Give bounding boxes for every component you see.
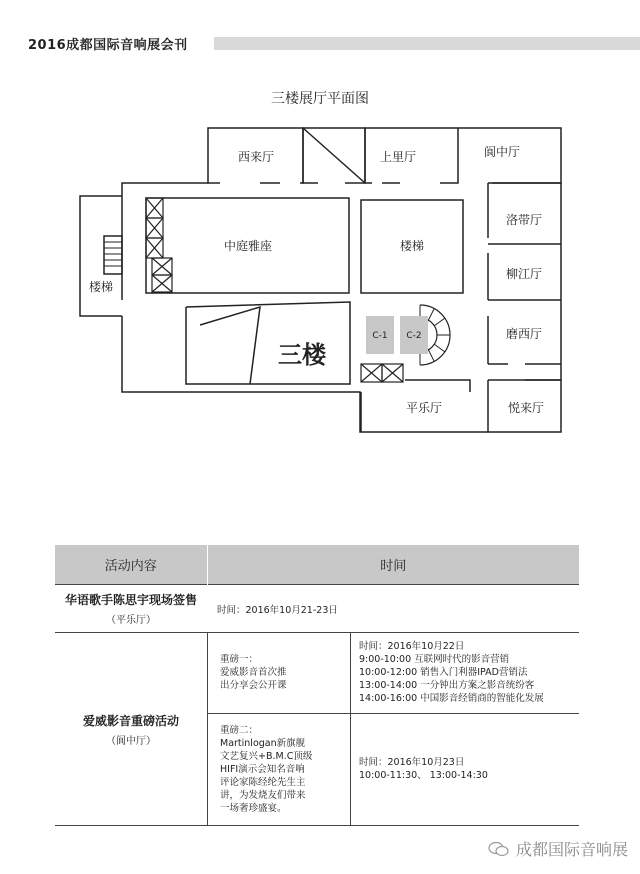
session-table — [207, 633, 579, 825]
room-label-stairs-center: 楼梯 — [399, 239, 425, 253]
floor-label: 三楼 — [278, 341, 326, 369]
event-name: 爱威影音重磅活动 — [82, 713, 179, 728]
event-venue: （阆中厅） — [106, 735, 156, 747]
room-label-pingle: 平乐厅 — [405, 401, 443, 415]
room-label-xilai: 西来厅 — [237, 150, 275, 164]
header-time: 时间 — [207, 545, 579, 585]
wechat-icon — [488, 841, 510, 857]
watermark-text: 成都国际音响展 — [515, 840, 628, 859]
room-label-liujiang: 柳江厅 — [505, 267, 543, 281]
event-1-cell — [55, 585, 207, 633]
header-activity: 活动内容 — [55, 545, 207, 585]
room-label-yuelai: 悦来厅 — [507, 401, 545, 415]
booth-label-c1: C-1 — [372, 331, 388, 341]
event-venue: （平乐厅） — [106, 615, 156, 626]
session-times: 时间：2016年10月22日 9:00-10:00 互联网时代的影音营销 10:00-12:00 销售入门利器IPAD营销法 13:00-14:00 一分钟出方案之影音统纷客 14:00-16:00 中国影音经销商的智能化发展 — [351, 633, 580, 713]
room-label-luodai: 洛带厅 — [505, 213, 543, 227]
schedule-table — [55, 545, 579, 826]
room-label-moxi: 磨西厅 — [505, 327, 543, 341]
event-2-cell — [55, 633, 207, 826]
session-desc: 重磅二： Martinlogan新旗舰 文艺复兴+B.M.C顶级 HIFI演示会知名音响 评论家陈经纶先生主 讲，为发烧友们带来 一场奢珍盛宴。 — [208, 713, 351, 825]
room-label-langzhong: 阆中厅 — [483, 145, 521, 159]
event-name: 华语歌手陈思宇现场签售 — [64, 593, 197, 607]
watermark — [488, 837, 628, 860]
room-label-shangli: 上里厅 — [379, 150, 417, 164]
room-label-zhongting: 中庭雅座 — [223, 239, 273, 253]
page-header-title: 2016成都国际音响展会刊 — [28, 38, 188, 53]
floor-plan-title: 三楼展厅平面图 — [271, 91, 369, 107]
booth-label-c2: C-2 — [406, 331, 422, 341]
stairs-left-room — [80, 196, 122, 316]
room-label-stairs-left: 楼梯 — [88, 280, 114, 294]
event-time: 时间：2016年10月21-23日 — [207, 585, 579, 633]
session-desc: 重磅一： 爱威影音首次推 出分享会公开课 — [208, 633, 351, 713]
session-times: 时间：2016年10月23日 10:00-11:30、 13:00-14:30 — [351, 713, 580, 825]
